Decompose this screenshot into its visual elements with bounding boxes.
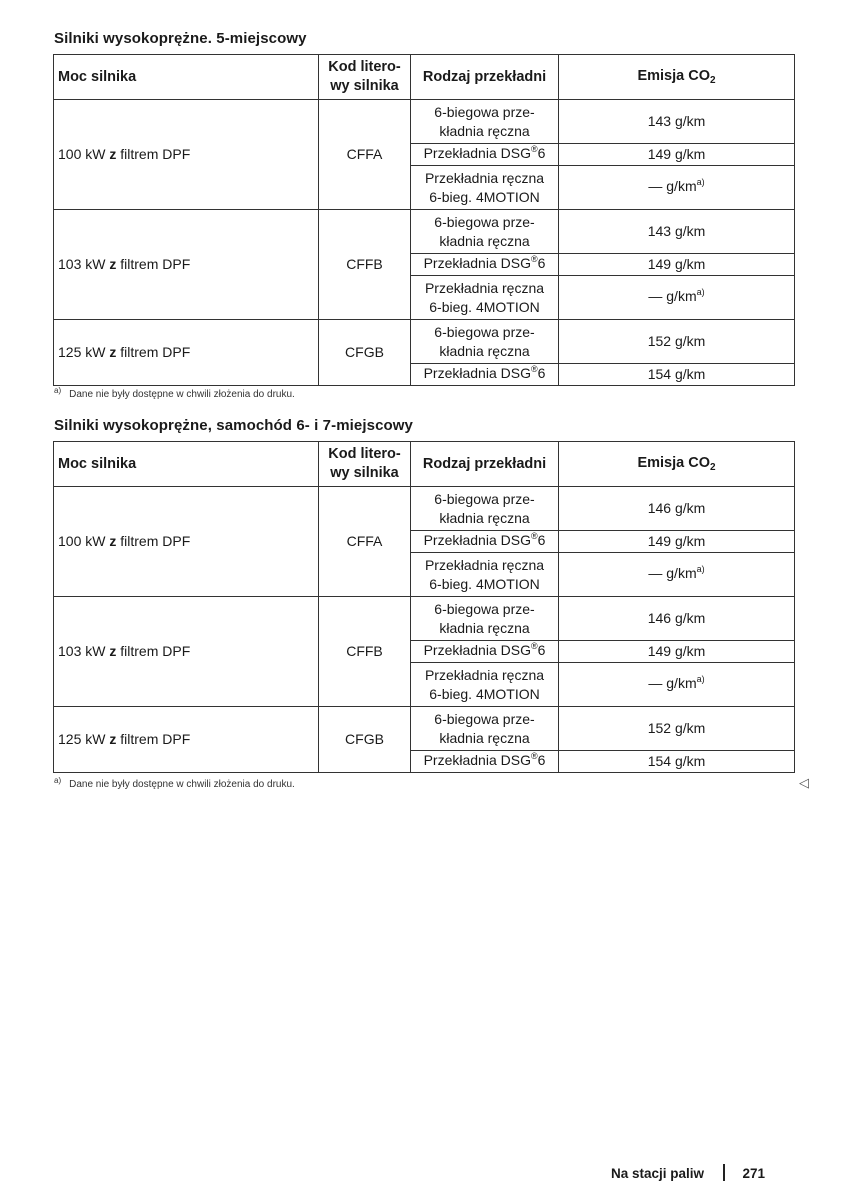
gearbox-cell: Przekładnia DSG®6 xyxy=(411,144,559,166)
col-header-engine: Moc silnika xyxy=(54,55,319,100)
emissions-table-6-7-seat xyxy=(53,441,795,773)
footer-section-title: Na stacji paliw xyxy=(610,1166,704,1181)
co2-cell: — $g/km^{a)}$ xyxy=(559,276,795,320)
gearbox-cell: 6-biegowa prze- kładnia ręczna xyxy=(411,320,559,364)
col-header-co2: Emisja $CO_2$ xyxy=(559,55,795,100)
co2-cell: 149 g/km xyxy=(559,531,795,553)
col-header-co2: Emisja $CO_2$ xyxy=(559,442,795,487)
engine-cell: 100 kW z filtrem DPF xyxy=(54,487,319,597)
footnote: $^{a)}$ Dane nie były dostępne w chwili złożenia do druku. xyxy=(54,386,295,400)
gearbox-cell: Przekładnia ręczna 6-bieg. 4MOTION xyxy=(411,166,559,210)
gearbox-cell: 6-biegowa prze- kładnia ręczna xyxy=(411,100,559,144)
gearbox-cell: 6-biegowa prze- kładnia ręczna xyxy=(411,597,559,641)
co2-cell: 146 g/km xyxy=(559,487,795,531)
table-row xyxy=(54,597,795,641)
triangle-left-icon: ◁ xyxy=(799,775,809,790)
engine-code-cell: CFFB xyxy=(319,597,411,707)
table-row xyxy=(54,210,795,254)
co2-cell: 149 g/km xyxy=(559,641,795,663)
footer-divider xyxy=(723,1164,725,1181)
col-header-code: Kod litero- wy silnika xyxy=(319,442,411,487)
gearbox-cell: Przekładnia ręczna 6-bieg. 4MOTION xyxy=(411,663,559,707)
gearbox-cell: 6-biegowa prze- kładnia ręczna xyxy=(411,210,559,254)
gearbox-cell: Przekładnia DSG®6 xyxy=(411,364,559,386)
page-number: 271 xyxy=(742,1166,765,1181)
gearbox-cell: Przekładnia DSG®6 xyxy=(411,531,559,553)
engine-cell: 103 kW z filtrem DPF xyxy=(54,597,319,707)
section-title-6-7-seat: Silniki wysokoprężne, samochód 6- i 7-miejscowy xyxy=(54,417,413,434)
co2-cell: 154 g/km xyxy=(559,364,795,386)
engine-code-cell: CFFB xyxy=(319,210,411,320)
co2-cell: — $g/km^{a)}$ xyxy=(559,166,795,210)
engine-code-cell: CFGB xyxy=(319,707,411,773)
col-header-engine: Moc silnika xyxy=(54,442,319,487)
engine-cell: 103 kW z filtrem DPF xyxy=(54,210,319,320)
co2-cell: 143 g/km xyxy=(559,100,795,144)
co2-cell: — $g/km^{a)}$ xyxy=(559,553,795,597)
section-title-5-seat: Silniki wysokoprężne. 5-miejscowy xyxy=(54,30,307,47)
emissions-table-5-seat xyxy=(53,54,795,386)
gearbox-cell: Przekładnia DSG®6 xyxy=(411,641,559,663)
col-header-code: Kod litero- wy silnika xyxy=(319,55,411,100)
engine-cell: 125 kW z filtrem DPF xyxy=(54,707,319,773)
engine-cell: 125 kW z filtrem DPF xyxy=(54,320,319,386)
co2-cell: 149 g/km xyxy=(559,254,795,276)
co2-cell: 152 g/km xyxy=(559,707,795,751)
col-header-gearbox: Rodzaj przekładni xyxy=(411,55,559,100)
co2-cell: 149 g/km xyxy=(559,144,795,166)
table-row xyxy=(54,320,795,364)
table-row xyxy=(54,707,795,751)
co2-cell: 146 g/km xyxy=(559,597,795,641)
footnote: $^{a)}$ Dane nie były dostępne w chwili złożenia do druku. xyxy=(54,776,295,790)
table-header-row xyxy=(54,442,795,487)
table-row xyxy=(54,487,795,531)
gearbox-cell: 6-biegowa prze- kładnia ręczna xyxy=(411,487,559,531)
co2-cell: 154 g/km xyxy=(559,751,795,773)
engine-code-cell: CFFA xyxy=(319,487,411,597)
gearbox-cell: Przekładnia ręczna 6-bieg. 4MOTION xyxy=(411,276,559,320)
col-header-gearbox: Rodzaj przekładni xyxy=(411,442,559,487)
engine-cell: 100 kW z filtrem DPF xyxy=(54,100,319,210)
co2-cell: 143 g/km xyxy=(559,210,795,254)
co2-cell: — $g/km^{a)}$ xyxy=(559,663,795,707)
co2-cell: 152 g/km xyxy=(559,320,795,364)
gearbox-cell: 6-biegowa prze- kładnia ręczna xyxy=(411,707,559,751)
engine-code-cell: CFFA xyxy=(319,100,411,210)
gearbox-cell: Przekładnia ręczna 6-bieg. 4MOTION xyxy=(411,553,559,597)
gearbox-cell: Przekładnia DSG®6 xyxy=(411,254,559,276)
table-header-row xyxy=(54,55,795,100)
gearbox-cell: Przekładnia DSG®6 xyxy=(411,751,559,773)
table-row xyxy=(54,100,795,144)
engine-code-cell: CFGB xyxy=(319,320,411,386)
